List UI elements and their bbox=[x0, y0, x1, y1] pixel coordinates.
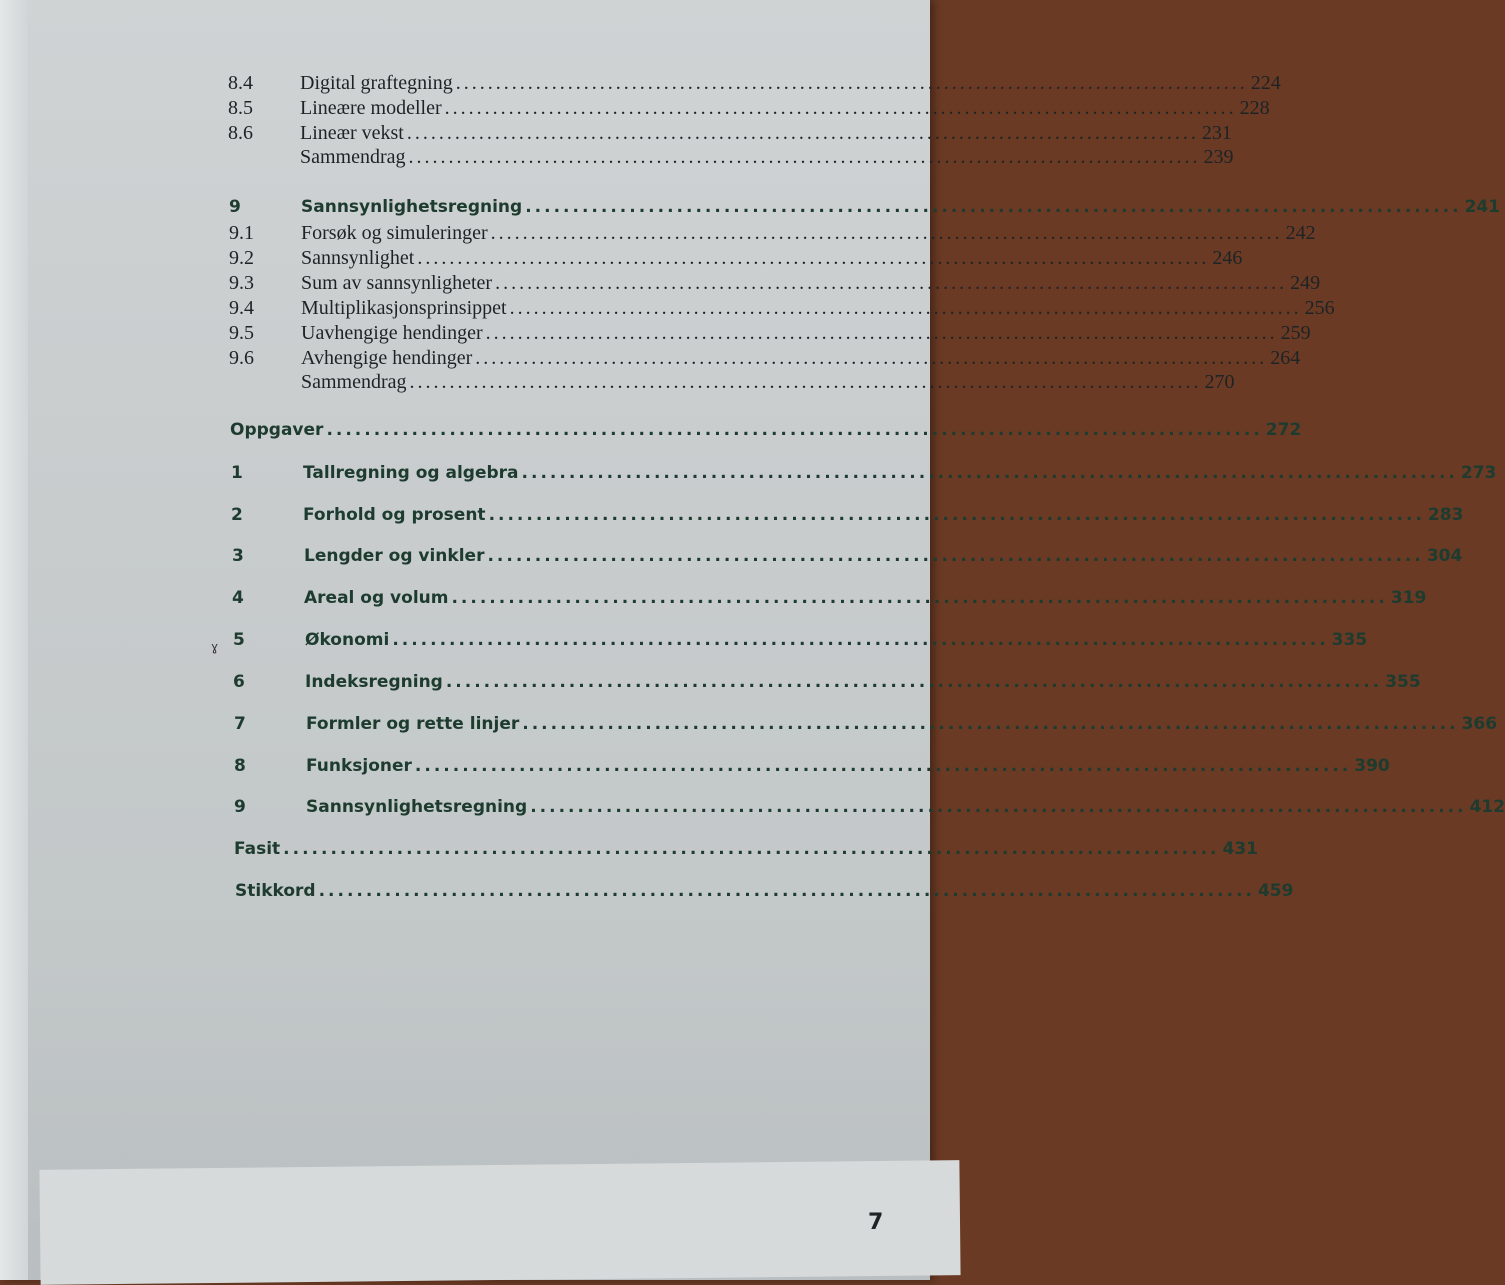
entry-page: 249 bbox=[1290, 272, 1321, 294]
entry-title: Sum av sannsynligheter bbox=[301, 272, 493, 294]
exercise-number: 9 bbox=[234, 797, 246, 817]
exercise-page: 390 bbox=[1354, 756, 1390, 776]
exercise-page: 366 bbox=[1461, 714, 1498, 734]
entry-title: Forsøk og simuleringer bbox=[301, 222, 488, 244]
leader-dots: ................................................................................................... bbox=[392, 630, 1329, 650]
leader-dots: ................................................................................................... bbox=[488, 505, 1425, 525]
toc-entry bbox=[229, 272, 1321, 295]
toc-exercise-entry bbox=[231, 505, 1464, 525]
entry-title: Uavhengige hendinger bbox=[301, 322, 483, 344]
leader-dots: ................................................................................................... bbox=[525, 197, 1462, 217]
leader-dots: ................................................................................................... bbox=[406, 122, 1199, 144]
exercises-title: Oppgaver bbox=[230, 420, 324, 440]
leader-dots: ................................................................................................... bbox=[455, 72, 1248, 94]
entry-page: 242 bbox=[1285, 222, 1316, 244]
exercise-number: 7 bbox=[234, 714, 246, 734]
toc-exercise-entry bbox=[231, 463, 1497, 483]
toc-entry bbox=[229, 371, 1235, 394]
toc-exercises-heading bbox=[230, 420, 1302, 440]
toc-entry bbox=[228, 97, 1270, 120]
toc-entry bbox=[229, 347, 1301, 370]
entry-number: 9.1 bbox=[229, 222, 254, 244]
entry-title: Digital graftegning bbox=[300, 72, 453, 94]
exercise-title: Lengder og vinkler bbox=[304, 546, 485, 566]
entry-page: 256 bbox=[1304, 297, 1335, 319]
exercise-number: 4 bbox=[232, 588, 244, 608]
leader-dots: ................................................................................................... bbox=[445, 672, 1383, 692]
toc-chapter-heading bbox=[229, 197, 1501, 217]
exercise-number: 1 bbox=[231, 463, 243, 483]
exercise-page: 412 bbox=[1469, 797, 1505, 817]
leader-dots: ................................................................................................... bbox=[444, 97, 1237, 119]
leader-dots: ................................................................................................... bbox=[283, 839, 1220, 859]
exercise-number: 5 bbox=[233, 630, 245, 650]
exercise-page: 273 bbox=[1460, 463, 1497, 483]
leader-dots: ................................................................................................... bbox=[490, 222, 1283, 244]
entry-page: 259 bbox=[1280, 322, 1311, 344]
exercise-number: 6 bbox=[233, 672, 245, 692]
answers-title: Fasit bbox=[234, 839, 281, 859]
leader-dots: ................................................................................................... bbox=[408, 146, 1201, 168]
entry-title: Lineær vekst bbox=[300, 122, 404, 144]
chapter-page: 241 bbox=[1464, 197, 1501, 217]
index-page: 459 bbox=[1257, 881, 1294, 901]
entry-number: 9.5 bbox=[229, 322, 254, 344]
leader-dots: ................................................................................................... bbox=[530, 797, 1467, 817]
entry-number: 9.6 bbox=[229, 347, 254, 369]
leader-dots: ................................................................................................... bbox=[417, 247, 1210, 269]
entry-number: 9.4 bbox=[229, 297, 254, 319]
exercise-title: Sannsynlighetsregning bbox=[306, 797, 528, 817]
toc-exercise-entry bbox=[234, 714, 1498, 734]
entry-page: 231 bbox=[1201, 122, 1232, 144]
leader-dots: ................................................................................................... bbox=[414, 756, 1352, 776]
entry-title: Avhengige hendinger bbox=[301, 347, 473, 369]
exercise-number: 2 bbox=[231, 505, 243, 525]
entry-page: 224 bbox=[1250, 72, 1281, 94]
exercise-title: Tallregning og algebra bbox=[303, 463, 519, 483]
leader-dots: ................................................................................................... bbox=[451, 588, 1388, 608]
toc-exercise-entry bbox=[233, 630, 1368, 650]
toc-entry bbox=[228, 72, 1281, 95]
exercise-title: Areal og volum bbox=[304, 588, 449, 608]
exercises-page: 272 bbox=[1265, 420, 1302, 440]
leader-dots: ................................................................................................... bbox=[509, 297, 1302, 319]
exercise-title: Formler og rette linjer bbox=[306, 714, 520, 734]
exercise-page: 335 bbox=[1331, 630, 1368, 650]
toc-entry bbox=[228, 146, 1234, 169]
leader-dots: ................................................................................................... bbox=[326, 420, 1263, 440]
entry-title: Multiplikasjonsprinsippet bbox=[301, 297, 507, 319]
exercise-page: 304 bbox=[1426, 546, 1463, 566]
exercise-page: 319 bbox=[1390, 588, 1427, 608]
entry-number: 8.4 bbox=[228, 72, 253, 94]
toc-exercise-entry bbox=[232, 588, 1427, 608]
entry-title: Sammendrag bbox=[301, 371, 407, 393]
exercise-page: 355 bbox=[1385, 672, 1421, 692]
chapter-title: Sannsynlighetsregning bbox=[301, 197, 523, 217]
chapter-number: 9 bbox=[229, 197, 241, 217]
toc-entry bbox=[229, 222, 1316, 245]
leader-dots: ................................................................................................... bbox=[522, 714, 1459, 734]
exercise-title: Funksjoner bbox=[306, 756, 412, 776]
toc-exercise-entry bbox=[234, 797, 1505, 817]
exercise-title: Indeksregning bbox=[305, 672, 443, 692]
entry-page: 264 bbox=[1270, 347, 1301, 369]
leader-dots: ................................................................................................... bbox=[487, 546, 1424, 566]
answers-page: 431 bbox=[1222, 839, 1259, 859]
entry-title: Sammendrag bbox=[300, 146, 406, 168]
leader-dots: ................................................................................................... bbox=[409, 371, 1202, 393]
leader-dots: ................................................................................................... bbox=[495, 272, 1288, 294]
leader-dots: ................................................................................................... bbox=[521, 463, 1458, 483]
leader-dots: ................................................................................................... bbox=[485, 322, 1278, 344]
entry-title: Sannsynlighet bbox=[301, 247, 415, 269]
exercise-title: Forhold og prosent bbox=[303, 505, 486, 525]
pencil-mark: ɣ bbox=[211, 640, 219, 654]
toc-entry bbox=[228, 122, 1232, 145]
entry-page: 239 bbox=[1203, 146, 1234, 168]
exercise-title: Økonomi bbox=[305, 630, 390, 650]
index-title: Stikkord bbox=[235, 881, 316, 901]
toc-exercise-entry bbox=[234, 756, 1390, 776]
entry-page: 270 bbox=[1204, 371, 1235, 393]
exercise-number: 3 bbox=[232, 546, 244, 566]
toc-entry bbox=[229, 322, 1311, 345]
leader-dots: ................................................................................................... bbox=[318, 881, 1255, 901]
toc-index-entry bbox=[235, 881, 1294, 901]
toc-entry bbox=[229, 297, 1335, 320]
entry-title: Lineære modeller bbox=[300, 97, 442, 119]
page-number: 7 bbox=[868, 1210, 884, 1235]
toc-exercise-entry bbox=[232, 546, 1463, 566]
entry-page: 246 bbox=[1212, 247, 1243, 269]
entry-number: 9.2 bbox=[229, 247, 254, 269]
entry-page: 228 bbox=[1239, 97, 1270, 119]
exercise-page: 283 bbox=[1427, 505, 1464, 525]
exercise-number: 8 bbox=[234, 756, 246, 776]
toc-exercise-entry bbox=[233, 672, 1421, 692]
entry-number: 9.3 bbox=[229, 272, 254, 294]
toc-answers-entry bbox=[234, 839, 1259, 859]
leader-dots: ................................................................................................... bbox=[475, 347, 1268, 369]
entry-number: 8.5 bbox=[228, 97, 253, 119]
entry-number: 8.6 bbox=[228, 122, 253, 144]
toc-entry bbox=[229, 247, 1243, 270]
